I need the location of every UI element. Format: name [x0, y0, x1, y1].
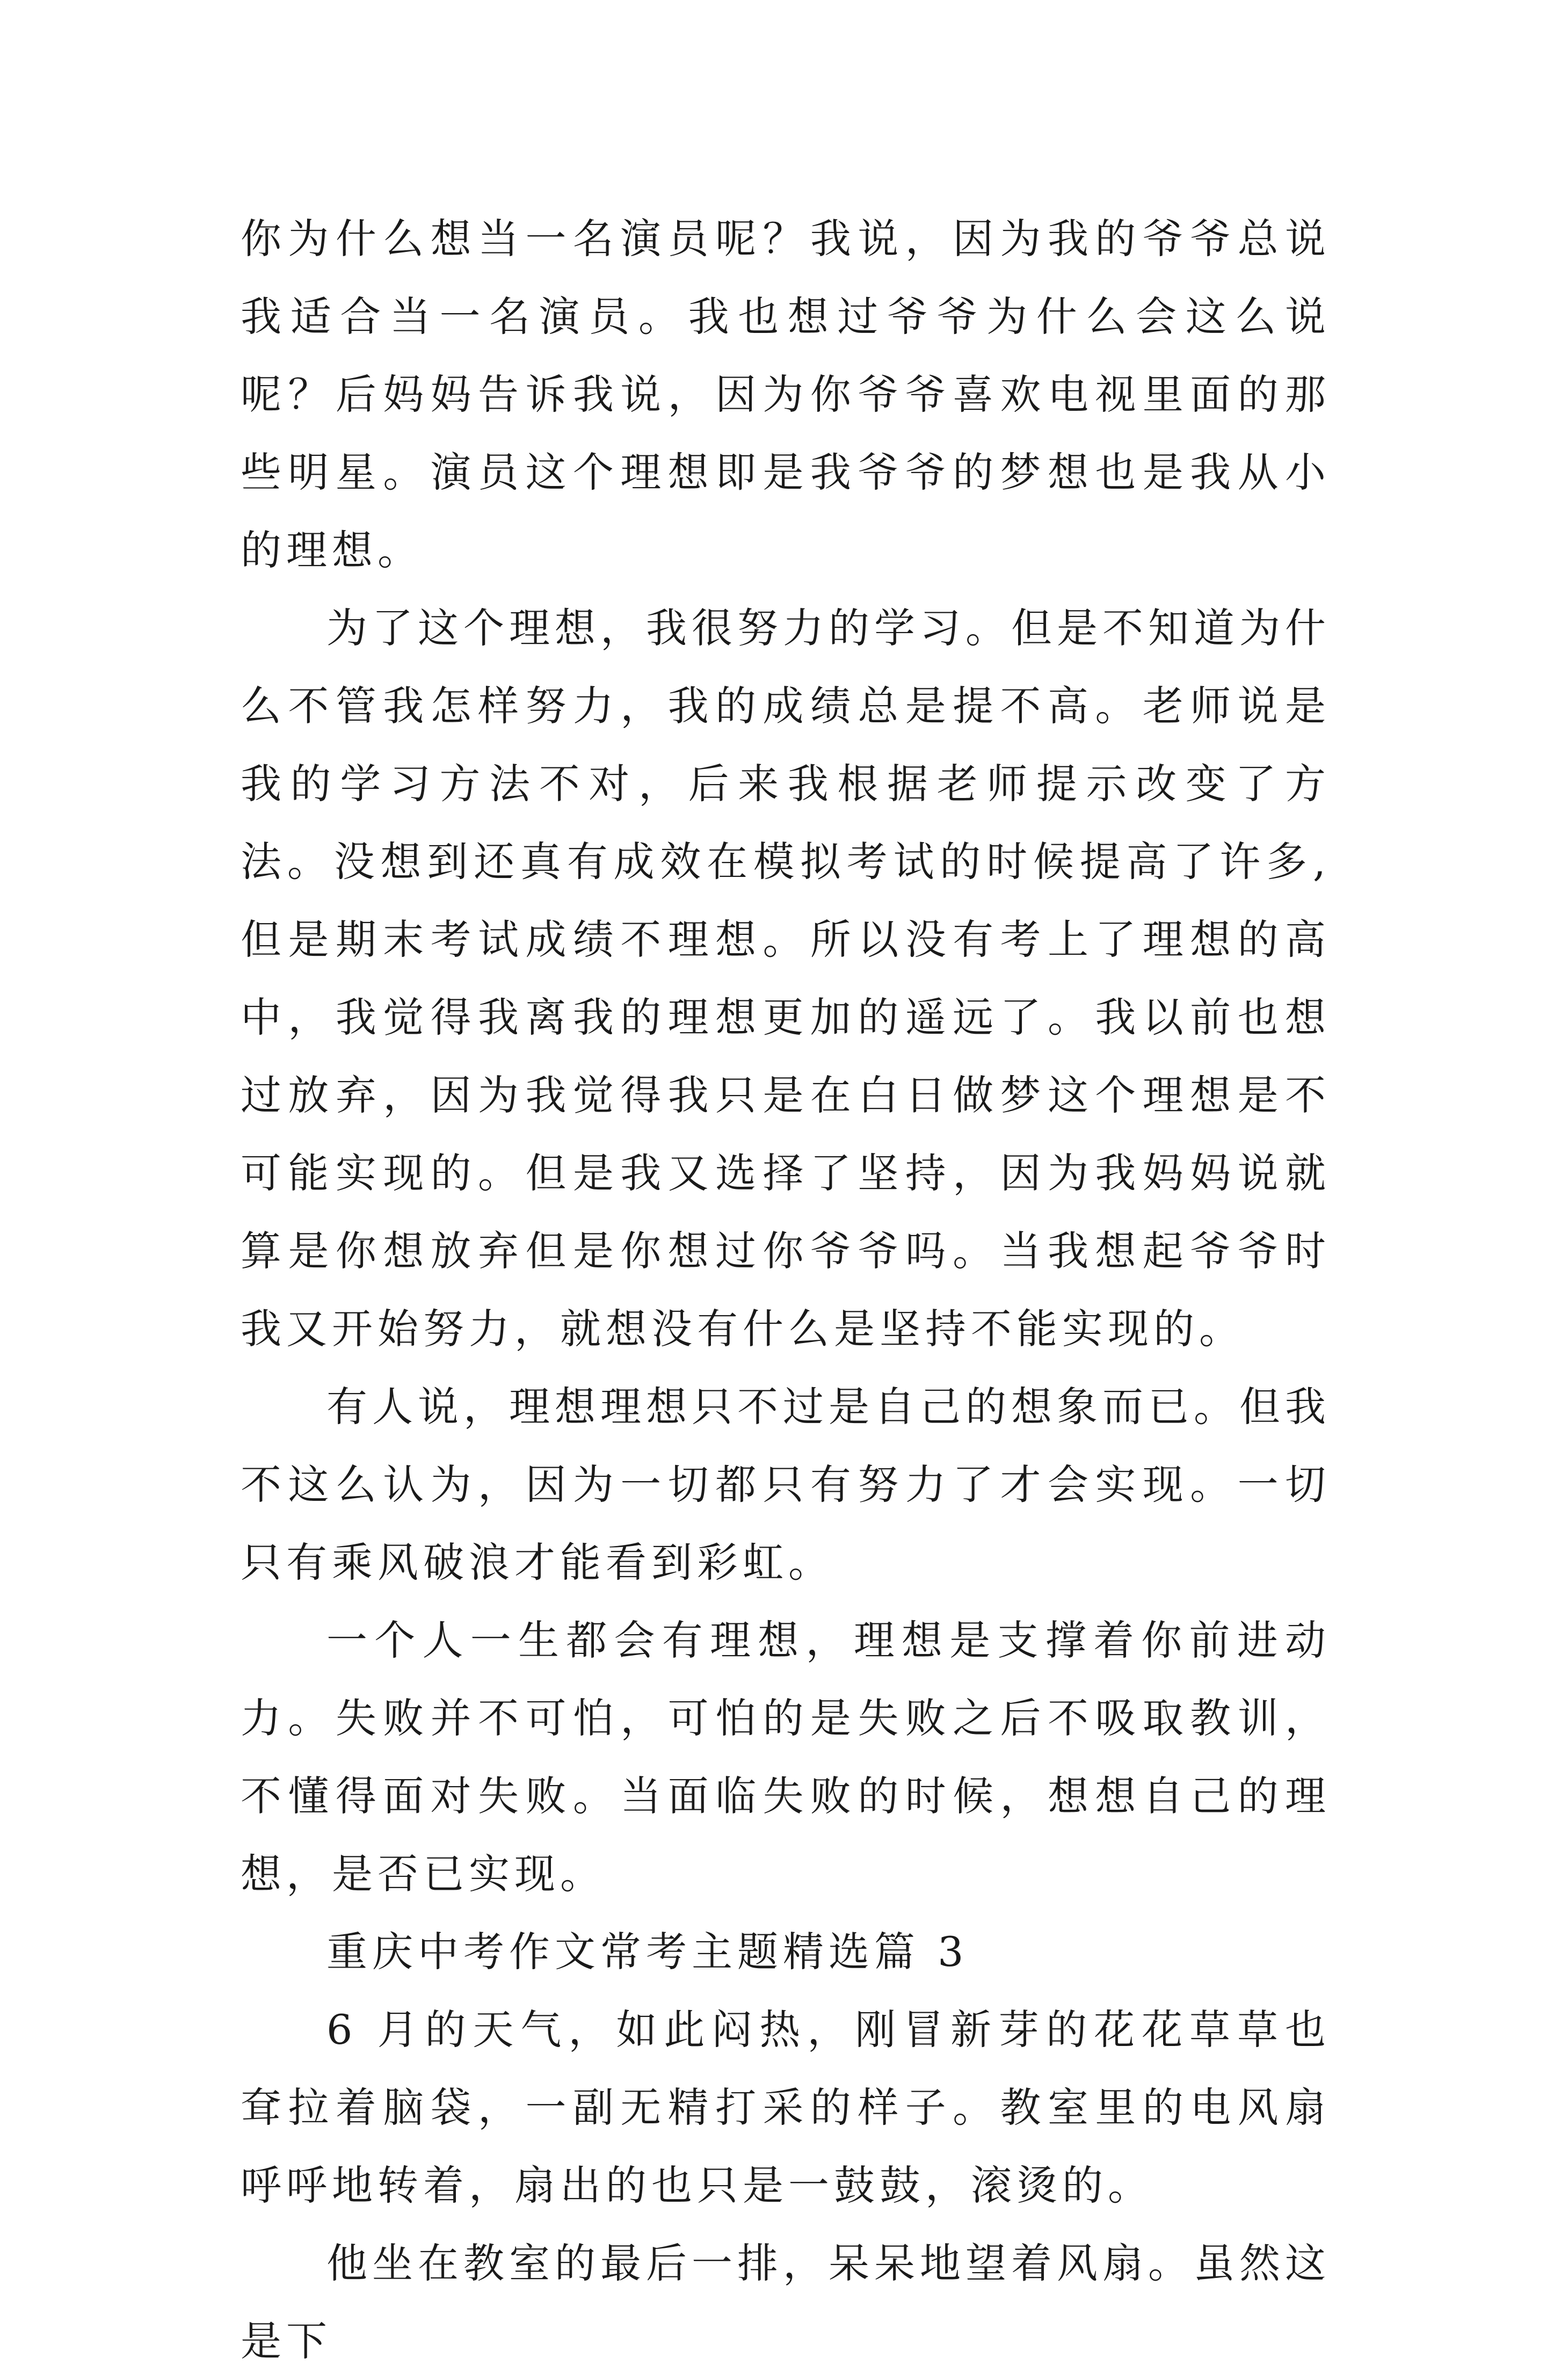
paragraph-1: 你为什么想当一名演员呢？我说，因为我的爷爷总说我适合当一名演员。我也想过爷爷为什么会这么说呢？后妈妈告诉我说，因为你爷爷喜欢电视里面的那些明星。演员这个理想即是我爷爷的梦想也是我从小的理想。	[241, 215, 1331, 574]
paragraph-2: 为了这个理想，我很努力的学习。但是不知道为什么不管我怎样努力，我的成绩总是提不高。老师说是我的学习方法不对，后来我根据老师提示改变了方法。没想到还真有成效在模拟考试的时候提高了许多,但是期末考试成绩不理想。所以没有考上了理想的高中，我觉得我离我的理想更加的遥远了。我以前也想过放弃，因为我觉得我只是在白日做梦这个理想是不可能实现的。但是我又选择了坚持，因为我妈妈说就算是你想放弃但是你想过你爷爷吗。当我想起爷爷时我又开始努力，就想没有什么是坚持不能实现的。	[241, 604, 1331, 1353]
paragraph-5: 6 月的天气，如此闷热，刚冒新芽的花花草草也耷拉着脑袋，一副无精打采的样子。教室里的电风扇呼呼地转着，扇出的也只是一鼓鼓，滚烫的。	[241, 2006, 1331, 2209]
paragraph-4: 一个人一生都会有理想，理想是支撑着你前进动力。失败并不可怕，可怕的是失败之后不吸取教训，不懂得面对失败。当面临失败的时候，想想自己的理想，是否已实现。	[241, 1616, 1331, 1898]
section-heading: 重庆中考作文常考主题精选篇 3	[326, 1928, 969, 1976]
paragraph-6: 他坐在教室的最后一排，呆呆地望着风扇。虽然这是下	[241, 2239, 1331, 2365]
document-body	[241, 200, 1331, 2380]
paragraph-3: 有人说，理想理想只不过是自己的想象而已。但我不这么认为，因为一切都只有努力了才会实现。一切只有乘风破浪才能看到彩虹。	[241, 1383, 1331, 1586]
